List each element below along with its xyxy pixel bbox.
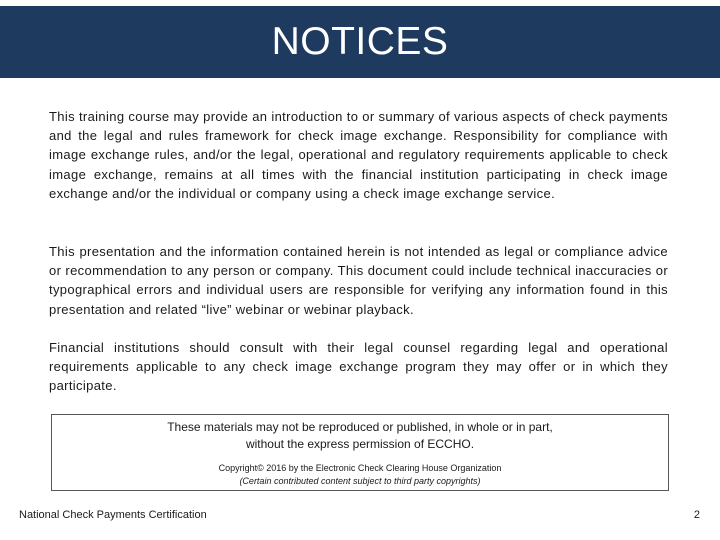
copyright-notice-box — [51, 414, 669, 491]
reproduction-notice-line1: These materials may not be reproduced or published, in whole or in part, — [167, 420, 553, 434]
copyright-statement — [52, 462, 668, 487]
notice-paragraph-training: This training course may provide an introduction to or summary of various aspects of check payments and the legal and rules framework for check image exchange. Responsibility for compliance with image exchange rules, and/or the legal, operational and regulatory requirements applicable to check image exchange, remains at all times with the financial institution participating in check image exchange and/or the individual or company using a check image exchange service. — [49, 109, 668, 201]
contributed-content-line: (Certain contributed content subject to third party copyrights) — [239, 475, 481, 486]
notice-paragraph-legal-advice: This presentation and the information contained herein is not intended as legal or compliance advice or recommendation to any person or company. This document could include technical inaccuracies or typographical errors and individual users are responsible for verifying any information found in this presentation and related “live” webinar or webinar playback. — [49, 244, 668, 317]
footer-course-name: National Check Payments Certification — [19, 509, 207, 521]
page-title: NOTICES — [271, 20, 449, 63]
page-number: 2 — [693, 509, 700, 521]
copyright-line: Copyright© 2016 by the Electronic Check Clearing House Organization — [218, 463, 502, 473]
reproduction-notice — [52, 419, 668, 453]
reproduction-notice-line2: without the express permission of ECCHO. — [245, 437, 475, 451]
notice-paragraph-consult: Financial institutions should consult with their legal counsel regarding legal and operational requirements applicable to any check image exchange program they may offer or in which they participate. — [49, 340, 668, 394]
